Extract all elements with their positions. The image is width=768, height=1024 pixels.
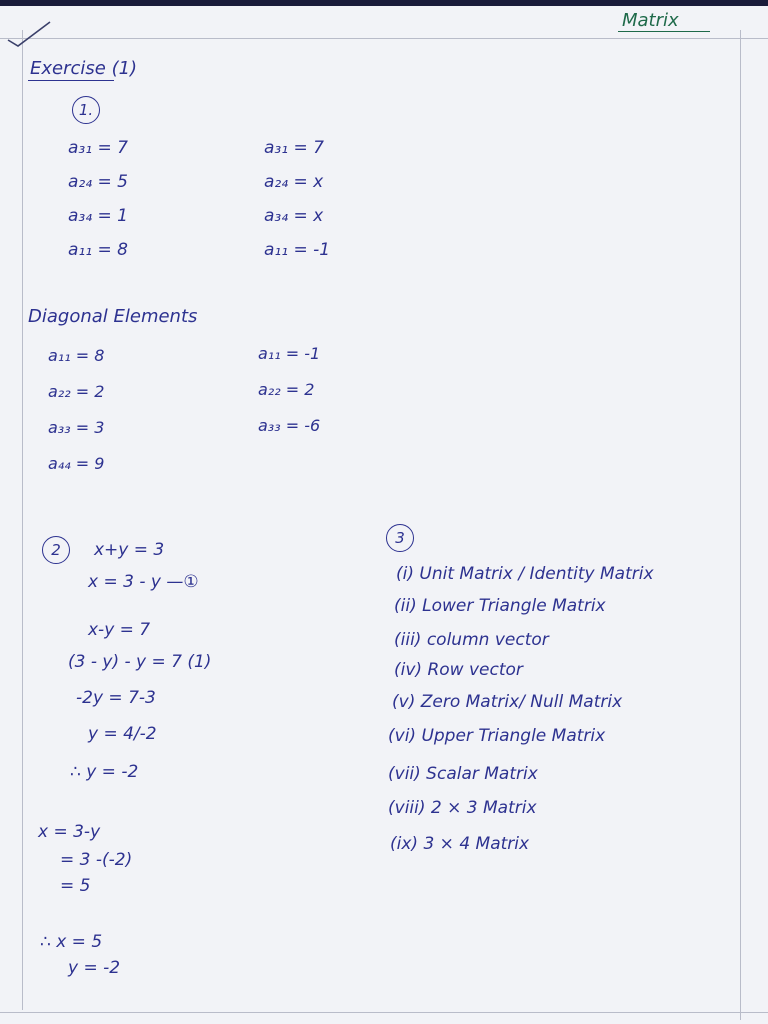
- q3-item-5: (v) Zero Matrix/ Null Matrix: [392, 692, 623, 712]
- q2-line-8: x = 3-y: [38, 822, 101, 842]
- page-top-edge: [0, 0, 768, 6]
- q2-line-2: x = 3 - y —①: [88, 572, 199, 592]
- q3-item-7: (vii) Scalar Matrix: [388, 764, 538, 784]
- margin-rule: [22, 30, 23, 1010]
- q2-line-7: ∴ y = -2: [70, 762, 139, 782]
- q3-item-9: (ix) 3 × 4 Matrix: [390, 834, 530, 854]
- page-title: Matrix: [622, 10, 679, 31]
- q2-line-3: x-y = 7: [88, 620, 151, 640]
- q1-left-1: a₃₁ = 7: [68, 138, 128, 158]
- q1-left-4: a₁₁ = 8: [68, 240, 128, 260]
- q1-left-3: a₃₄ = 1: [68, 206, 128, 226]
- title-underline: [618, 31, 710, 32]
- q3-item-2: (ii) Lower Triangle Matrix: [394, 596, 606, 616]
- q3-item-4: (iv) Row vector: [394, 660, 523, 680]
- diagonal-heading: Diagonal Elements: [28, 306, 198, 327]
- q2-line-5: -2y = 7-3: [76, 688, 156, 708]
- q3-item-1: (i) Unit Matrix / Identity Matrix: [396, 564, 654, 584]
- q1-right-3: a₃₄ = x: [264, 206, 324, 226]
- q2-line-4: (3 - y) - y = 7 (1): [68, 652, 212, 672]
- q2-line-10: = 5: [60, 876, 91, 896]
- exercise-underline: [28, 80, 114, 81]
- q3-item-8: (viii) 2 × 3 Matrix: [388, 798, 537, 818]
- q3-item-3: (iii) column vector: [394, 630, 549, 650]
- exercise-heading: Exercise (1): [30, 58, 138, 79]
- header-rule: [0, 38, 768, 39]
- q3-item-6: (vi) Upper Triangle Matrix: [388, 726, 606, 746]
- right-rule: [740, 30, 741, 1020]
- q2-line-9: = 3 -(-2): [60, 850, 133, 870]
- q2-number: 2: [42, 536, 70, 564]
- q2-line-1: x+y = 3: [94, 540, 165, 560]
- bottom-rule: [0, 1012, 768, 1013]
- q1-right-1: a₃₁ = 7: [264, 138, 324, 158]
- diag-right-3: a₃₃ = -6: [258, 416, 321, 435]
- q1-number: 1.: [72, 96, 100, 124]
- diag-left-3: a₃₃ = 3: [48, 418, 105, 437]
- diag-left-1: a₁₁ = 8: [48, 346, 105, 365]
- diag-left-4: a₄₄ = 9: [48, 454, 105, 473]
- q1-right-2: a₂₄ = x: [264, 172, 324, 192]
- q2-line-11: ∴ x = 5: [40, 932, 103, 952]
- q3-number: 3: [386, 524, 414, 552]
- diag-right-2: a₂₂ = 2: [258, 380, 315, 399]
- diag-left-2: a₂₂ = 2: [48, 382, 105, 401]
- diag-right-1: a₁₁ = -1: [258, 344, 321, 363]
- q2-line-12: y = -2: [68, 958, 121, 978]
- tick-mark-icon: [6, 20, 52, 50]
- q1-left-2: a₂₄ = 5: [68, 172, 128, 192]
- q1-right-4: a₁₁ = -1: [264, 240, 331, 260]
- q2-line-6: y = 4/-2: [88, 724, 157, 744]
